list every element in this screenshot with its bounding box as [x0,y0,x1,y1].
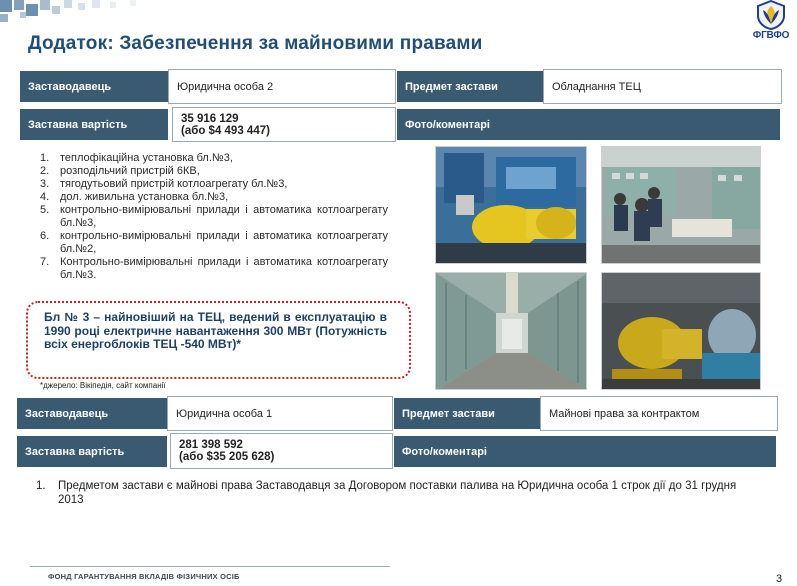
callout-text: Бл № 3 – найновіший на ТЕЦ, ведений в експлуатацію в 1990 році електричне навантаження 300 МВт (Потужність всіх енергоблоків ТЕЦ -540 МВт)* [44,310,387,351]
list-item: 3. тягодутьовий пристрій котлоагрегату бл.№3, [40,178,288,190]
corner-decoration [0,0,420,22]
page-number: 3 [776,573,783,585]
photo-switchgear-corridor [435,272,587,390]
value-label-2: Заставна вартість [17,436,167,467]
pledgor-value-2: Юридична особа 1 [167,396,393,431]
source-note: *джерело: Вікіпедія, сайт компанії [40,381,166,390]
value-label-1: Заставна вартість [20,109,168,140]
photo-comments-label-2: Фото/коментарі [394,436,776,467]
value-amount-usd-2: (або $35 205 628) [179,451,275,463]
value-amount-uah-2: 281 398 592 [179,439,243,451]
photo-comments-label-1: Фото/коментарі [397,109,780,140]
page-title: Додаток: Забезпечення за майновими правами [28,33,483,54]
subject-label-1: Предмет застави [397,71,543,102]
value-amount-1 [172,107,396,142]
subject-value-2: Майнові права за контрактом [540,396,778,431]
list-item: 1. теплофікаційна установка бл.№3, [40,152,233,164]
list-item: 2. розподільчий пристрій 6КВ, [40,165,200,177]
value-amount-2 [170,433,393,469]
fgvfo-emblem-icon [755,0,787,30]
photo-turbine-hall [435,146,587,264]
pledgor-value-1: Юридична особа 2 [168,69,396,104]
list-item: 4. дол. живильна установка бл.№3, [40,191,229,203]
footer-org: ФОНД ГАРАНТУВАННЯ ВКЛАДІВ ФІЗИЧНИХ ОСІБ [48,572,240,581]
subject-label-2: Предмет застави [394,398,540,429]
photo-control-room [601,146,761,264]
pledgor-label-2: Заставодавець [17,398,167,429]
list-item: 7. Контрольно-вимірювальні прилади і автоматика котлоагрегату бл.№3. [40,256,388,281]
pledgor-label-1: Заставодавець [20,71,168,102]
list-item: 1. Предметом застави є майнові права Заставодавця за Договором поставки палива на Юридична особа 1 строк дії до 31 грудня 2013 [36,480,737,506]
pledge1-items-list [40,152,388,282]
footer-divider [30,566,390,567]
value-amount-uah-1: 35 916 129 [181,112,239,125]
value-amount-usd-1: (або $4 493 447) [181,124,270,137]
photo-feed-pump [601,272,761,390]
list-item: 6. контрольно-вимірювальні прилади і автоматика котлоагрегату бл.№2, [40,230,388,255]
list-item: 5. контрольно-вимірювальні прилади і автоматика котлоагрегату бл.№3, [40,204,388,229]
subject-value-1: Обладнання ТЕЦ [543,69,782,104]
pledge2-items-list [36,479,756,507]
fgvfo-logo [745,0,797,46]
block3-callout [26,301,411,379]
logo-text: ФГВФО [752,30,790,41]
